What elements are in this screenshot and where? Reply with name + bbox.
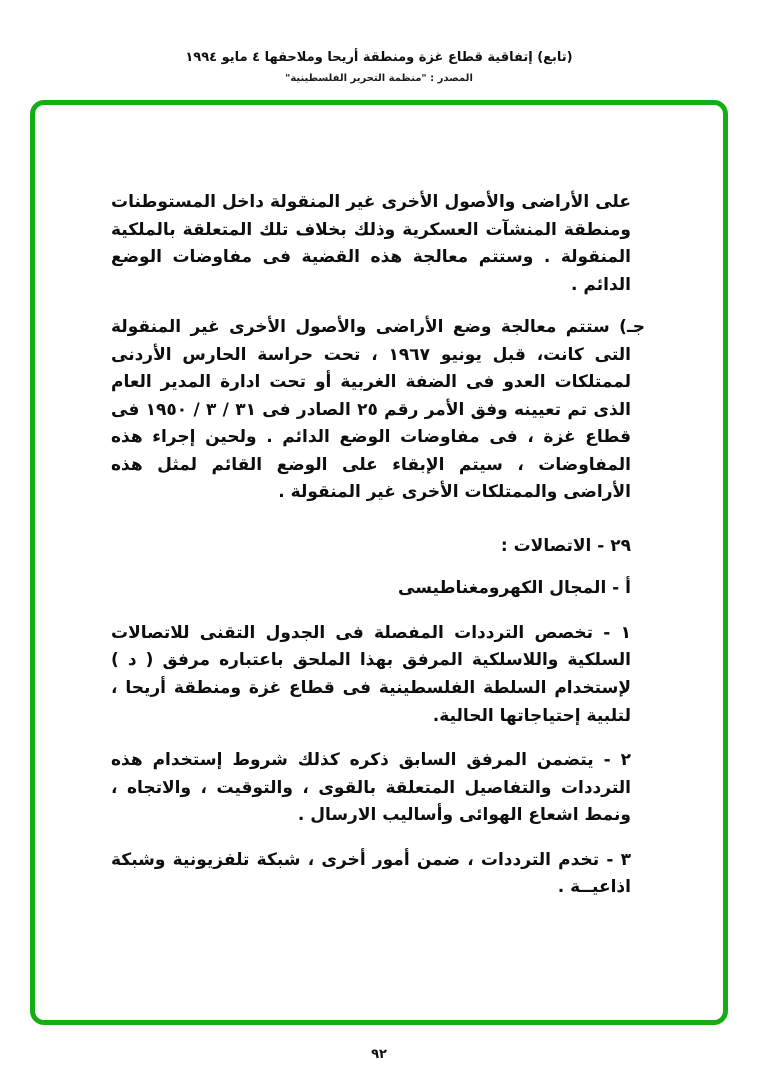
clause-text: ستتم معالجة وضع الأراضى والأصول الأخرى غير المنقولة التى كانت، قبل يونيو ١٩٦٧ ، تحت حراسة الحارس الأردنى لممتلكات العدو فى الضفة الغربية أو تحت ادارة المدير العام الذى تم تعيينه وفق الأمر رقم ٢٥ الصادر فى ٣١ / ٣ / ١٩٥٠ فى قطاع غزة ، فى مفاوضات الوضع الدائم . ولحين إجراء هذه المفاوضات ، سيتم الإبقاء على الوضع القائم لمثل هذه الأراضى والممتلكات الأخرى غير المنقولة . xyxy=(111,317,631,503)
page-number: ٩٢ xyxy=(371,1047,387,1062)
list-item xyxy=(111,747,631,830)
sub-heading-electromagnetic: أ - المجال الكهرومغناطيسى xyxy=(398,578,631,599)
item-text: تخدم الترددات ، ضمن أمور أخرى ، شبكة تلفزيونية وشبكة اذاعيــة . xyxy=(111,849,631,898)
item-text: يتضمن المرفق السابق ذكره كذلك شروط إستخدام هذه الترددات والتفاصيل المتعلقة بالقوى ، والتوقيت ، والاتجاه ، ونمط اشعاع الهوائى وأساليب الارسال . xyxy=(111,750,631,826)
page-header xyxy=(0,50,758,84)
list-item xyxy=(111,847,631,902)
paragraph-clause-c xyxy=(111,314,646,507)
document-frame xyxy=(30,100,728,1025)
document-body xyxy=(35,105,723,902)
document-title: (تابع) إتفاقية قطاع غزة ومنطقة أريحا وملاحقها ٤ مايو ١٩٩٤ xyxy=(185,50,573,65)
page-footer xyxy=(0,1047,758,1062)
section-heading-communications: ٢٩ - الاتصالات : xyxy=(500,535,631,556)
list-item xyxy=(111,620,631,730)
item-number: ٢ - xyxy=(603,750,632,771)
document-source: المصدر : "منظمة التحرير الفلسطينية" xyxy=(285,73,473,84)
clause-marker: جـ) xyxy=(619,317,646,338)
item-number: ٣ - xyxy=(606,849,631,870)
item-number: ١ - xyxy=(603,622,631,643)
paragraph-continuation: على الأراضى والأصول الأخرى غير المنقولة داخل المستوطنات ومنطقة المنشآت العسكرية وذلك بخلاف تلك المتعلقة بالملكية المنقولة . وستتم معالجة هذه القضية فى مفاوضات الوضع الدائم . xyxy=(111,192,631,295)
item-text: تخصص الترددات المفصلة فى الجدول التقنى للاتصالات السلكية واللاسلكية المرفق بهذا الملحق باعتباره مرفق ( د ) لإستخدام السلطة الفلسطينية فى قطاع غزة ومنطقة أريحا ، لتلبية إحتياجاتها الحالية. xyxy=(111,622,631,726)
